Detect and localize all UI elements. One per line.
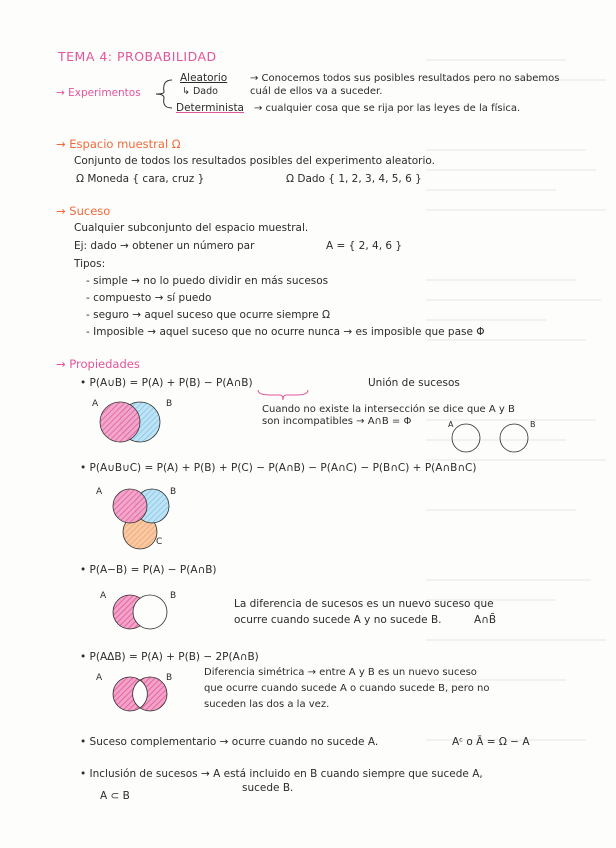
venn-symmetric-diagram — [104, 672, 174, 716]
experimentos-label: → Experimentos — [56, 87, 141, 99]
sym-description-3: suceden las dos a la vez. — [204, 699, 330, 710]
diff-label-b: B — [170, 591, 177, 601]
venn3-label-c: C — [156, 537, 163, 547]
espacio-example-dado: Ω Dado { 1, 2, 3, 4, 5, 6 } — [286, 173, 422, 185]
page-title: TEMA 4: PROBABILIDAD — [58, 49, 217, 64]
complementario-text: • Suceso complementario → ocurre cuando no sucede A. — [80, 736, 379, 748]
venn-label-a: A — [92, 399, 99, 409]
sym-label-b: B — [166, 673, 173, 683]
suceso-example-set: A = { 2, 4, 6 } — [326, 240, 403, 252]
determinista-description: → cualquier cosa que se rija por las leyes de la física. — [254, 103, 521, 114]
brace-icon — [152, 76, 178, 112]
diff-formula: • P(A−B) = P(A) − P(A∩B) — [80, 564, 217, 576]
inclusion-text-1: • Inclusión de sucesos → A está incluido en B cuando siempre que sucede A, — [80, 768, 483, 780]
espacio-heading: → Espacio muestral Ω — [56, 137, 181, 151]
diff-label-a: A — [100, 591, 107, 601]
venn-three-diagram — [100, 484, 180, 554]
venn-disjoint-diagram — [446, 420, 536, 456]
sym-label-a: A — [96, 673, 103, 683]
disjoint-label-a: A — [448, 420, 454, 429]
sym-description-2: que ocurre cuando sucede A o cuando sucede B, pero no — [204, 683, 490, 694]
disjoint-label-b: B — [530, 420, 536, 429]
suceso-tipo-compuesto: - compuesto → sí puedo — [86, 292, 212, 304]
venn3-label-b: B — [170, 487, 177, 497]
venn-label-b: B — [166, 399, 173, 409]
union3-formula: • P(A∪B∪C) = P(A) + P(B) + P(C) − P(A∩B) − P(A∩C) − P(B∩C) + P(A∩B∩C) — [80, 462, 477, 474]
espacio-description: Conjunto de todos los resultados posibles del experimento aleatorio. — [74, 155, 435, 167]
venn-union-diagram — [86, 390, 176, 450]
diff-notation: A∩B̄ — [474, 614, 497, 626]
incompatible-line-2: son incompatibles → A∩B = Φ — [262, 416, 412, 427]
venn-difference-diagram — [104, 590, 177, 634]
suceso-tipos: Tipos: — [74, 258, 106, 270]
suceso-description: Cualquier subconjunto del espacio muestral. — [74, 222, 309, 234]
suceso-heading: → Suceso — [56, 204, 111, 218]
sym-description-1: Diferencia simétrica → entre A y B es un nuevo suceso — [204, 667, 477, 678]
incompatible-line-1: Cuando no existe la intersección se dice que A y B — [262, 404, 515, 415]
aleatorio-description: → Conocemos todos sus posibles resultados pero no sabemos cuál de ellos va a suceder. — [250, 73, 560, 97]
dado-label: ↳ Dado — [182, 86, 218, 97]
espacio-example-moneda: Ω Moneda { cara, cruz } — [76, 173, 205, 185]
underbrace-icon — [256, 388, 310, 404]
diff-description-2: ocurre cuando sucede A y no sucede B. — [234, 614, 442, 626]
suceso-tipo-seguro: - seguro → aquel suceso que ocurre siempre Ω — [86, 309, 331, 321]
inclusion-text-2: sucede B. — [242, 782, 294, 794]
aleatorio-label: Aleatorio — [180, 72, 228, 84]
complementario-notation: Aᶜ o Ā = Ω − A — [452, 736, 530, 748]
propiedades-heading: → Propiedades — [56, 357, 140, 371]
suceso-tipo-simple: - simple → no lo puedo dividir en más sucesos — [86, 275, 329, 287]
suceso-example: Ej: dado → obtener un número par — [74, 240, 255, 252]
suceso-tipo-imposible: - Imposible → aquel suceso que no ocurre nunca → es imposible que pase Φ — [86, 326, 485, 338]
union-formula: • P(A∪B) = P(A) + P(B) − P(A∩B) — [80, 377, 253, 389]
diff-description-1: La diferencia de sucesos es un nuevo suceso que — [234, 598, 494, 610]
sym-formula: • P(AΔB) = P(A) + P(B) − 2P(A∩B) — [80, 651, 259, 663]
inclusion-notation: A ⊂ B — [100, 790, 130, 802]
union-label: Unión de sucesos — [368, 377, 460, 389]
venn3-label-a: A — [96, 487, 103, 497]
determinista-label: Determinista — [176, 102, 244, 114]
